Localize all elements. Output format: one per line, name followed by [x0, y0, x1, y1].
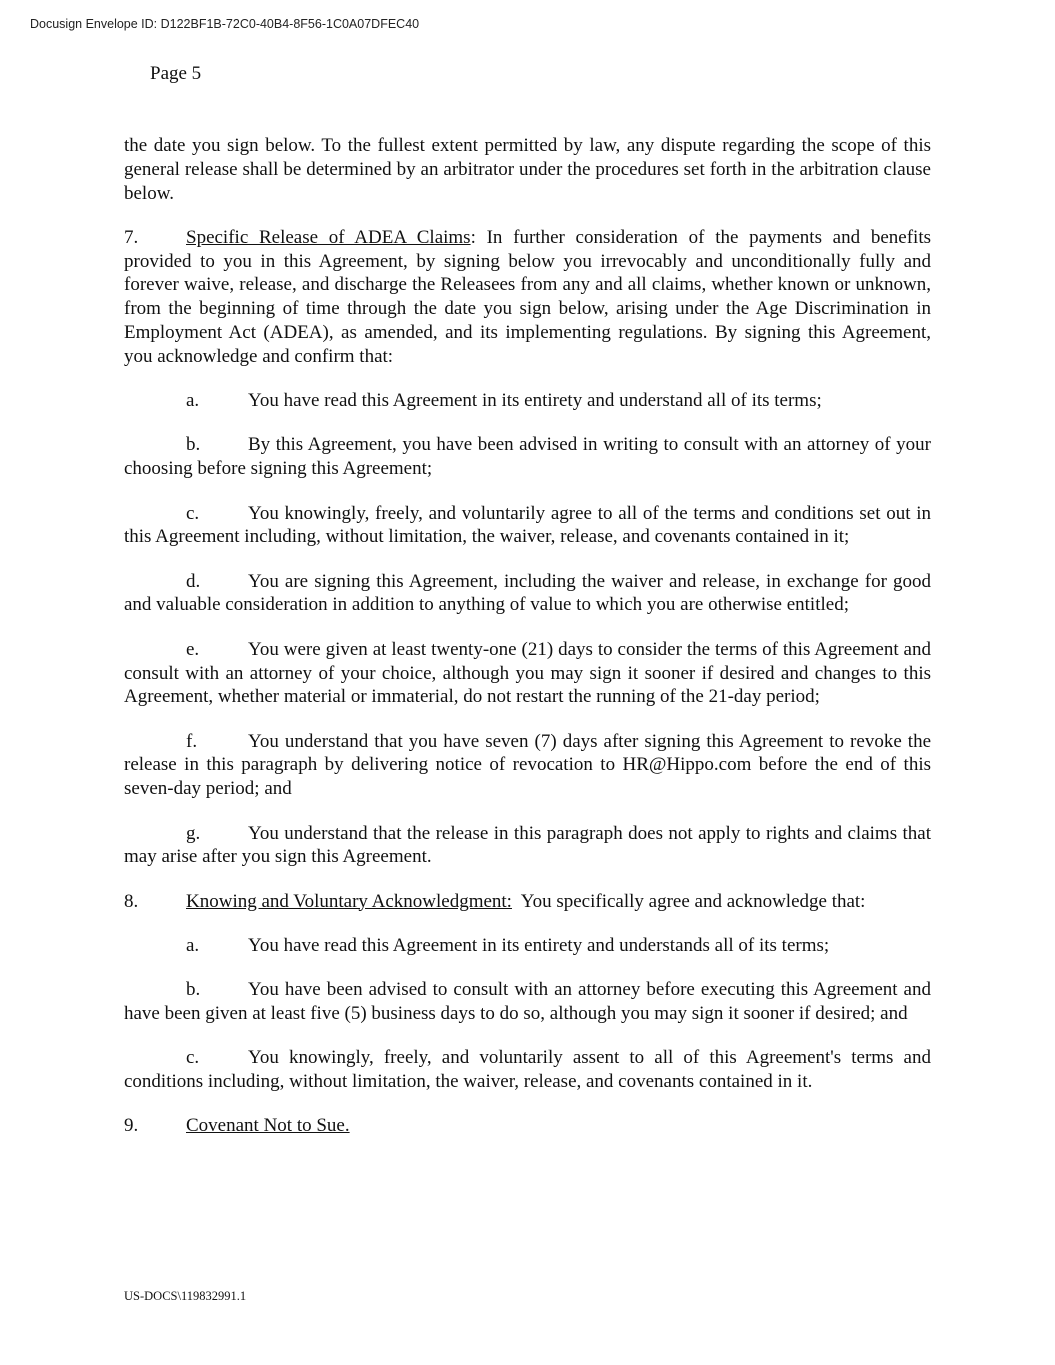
section-7-body: : In further consideration of the payments and benefits provided to you in this Agreement, by signing below you irrevocably and unconditionally fully and forever waive, release, and discharge the Releasees from any and all claims, whether known or unknown, from the beginning of time through the date you sign below, arising under the Age Discrimination in Employment Act (ADEA), as amended, and its implementing regulations. By signing this Agreement, you acknowledge and confirm that: — [124, 226, 931, 367]
section-8-body: You specifically agree and acknowledge that: — [511, 890, 866, 912]
item-letter: e. — [186, 638, 200, 660]
item-letter: d. — [186, 570, 201, 592]
item-letter: c. — [186, 1047, 200, 1069]
section-8-number: 8. — [124, 890, 139, 912]
footer-document-id: US-DOCS\119832991.1 — [124, 1289, 247, 1303]
section-7-item-a — [124, 389, 931, 413]
section-7-item-f — [124, 730, 931, 801]
section-7-item-b — [124, 433, 931, 481]
item-letter: b. — [186, 979, 201, 1001]
section-7-item-d — [124, 570, 931, 618]
section-8-item-b — [124, 978, 931, 1026]
item-letter: b. — [186, 434, 201, 456]
item-text: You are signing this Agreement, including the waiver and release, in exchange for good and valuable consideration in addition to anything of value to which you are otherwise entitled; — [124, 570, 931, 616]
item-letter: c. — [186, 502, 200, 524]
section-7-item-c — [124, 502, 931, 550]
item-letter: a. — [186, 390, 200, 412]
item-letter: f. — [186, 730, 198, 752]
section-8-item-c — [124, 1046, 931, 1094]
item-text: You knowingly, freely, and voluntarily assent to all of this Agreement's terms and conditions including, without limitation, the waiver, release, and covenants contained in it. — [124, 1047, 931, 1093]
item-text: You were given at least twenty-one (21) days to consider the terms of this Agreement and consult with an attorney of your choice, although you may sign it sooner if desired and changes to this Agreement, whether material or immaterial, do not restart the running of the 21-day period; — [124, 638, 931, 708]
item-letter: a. — [186, 934, 200, 956]
section-9-number: 9. — [124, 1115, 139, 1137]
section-7-number: 7. — [124, 226, 139, 248]
item-text: You understand that you have seven (7) days after signing this Agreement to revoke the release in this paragraph by delivering notice of revocation to HR@Hippo.com before the end of this seven-day period; and — [124, 730, 931, 800]
page-number: Page 5 — [150, 63, 202, 84]
item-text: You have read this Agreement in its entirety and understand all of its terms; — [248, 390, 822, 412]
item-text: You knowingly, freely, and voluntarily agree to all of the terms and conditions set out in this Agreement including, without limitation, the waiver, release, and covenants contained in it; — [124, 502, 931, 548]
section-9-paragraph — [124, 1114, 931, 1138]
section-7-heading: Specific Release of ADEA Claims — [186, 226, 471, 248]
item-text: You have been advised to consult with an attorney before executing this Agreement and have been given at least five (5) business days to do so, although you may sign it sooner if desired; and — [124, 979, 931, 1025]
item-text: You understand that the release in this paragraph does not apply to rights and claims that may arise after you sign this Agreement. — [124, 822, 931, 868]
section-7-paragraph — [124, 226, 931, 369]
section-8-heading: Knowing and Voluntary Acknowledgment: — [186, 890, 512, 912]
item-letter: g. — [186, 822, 201, 844]
item-text: You have read this Agreement in its entirety and understands all of its terms; — [248, 934, 830, 956]
section-8-paragraph — [124, 890, 931, 914]
intro-paragraph: the date you sign below. To the fullest extent permitted by law, any dispute regarding the scope of this general release shall be determined by an arbitrator under the procedures set forth in the arbitration clause below. — [124, 135, 931, 204]
section-9-heading: Covenant Not to Sue. — [186, 1115, 350, 1137]
section-7-item-e — [124, 638, 931, 709]
document-body — [124, 134, 931, 1159]
docusign-envelope-id: Docusign Envelope ID: D122BF1B-72C0-40B4-8F56-1C0A07DFEC40 — [30, 17, 420, 31]
section-7-item-g — [124, 822, 931, 870]
item-text: By this Agreement, you have been advised in writing to consult with an attorney of your choosing before signing this Agreement; — [124, 434, 931, 480]
section-8-item-a — [124, 934, 931, 958]
